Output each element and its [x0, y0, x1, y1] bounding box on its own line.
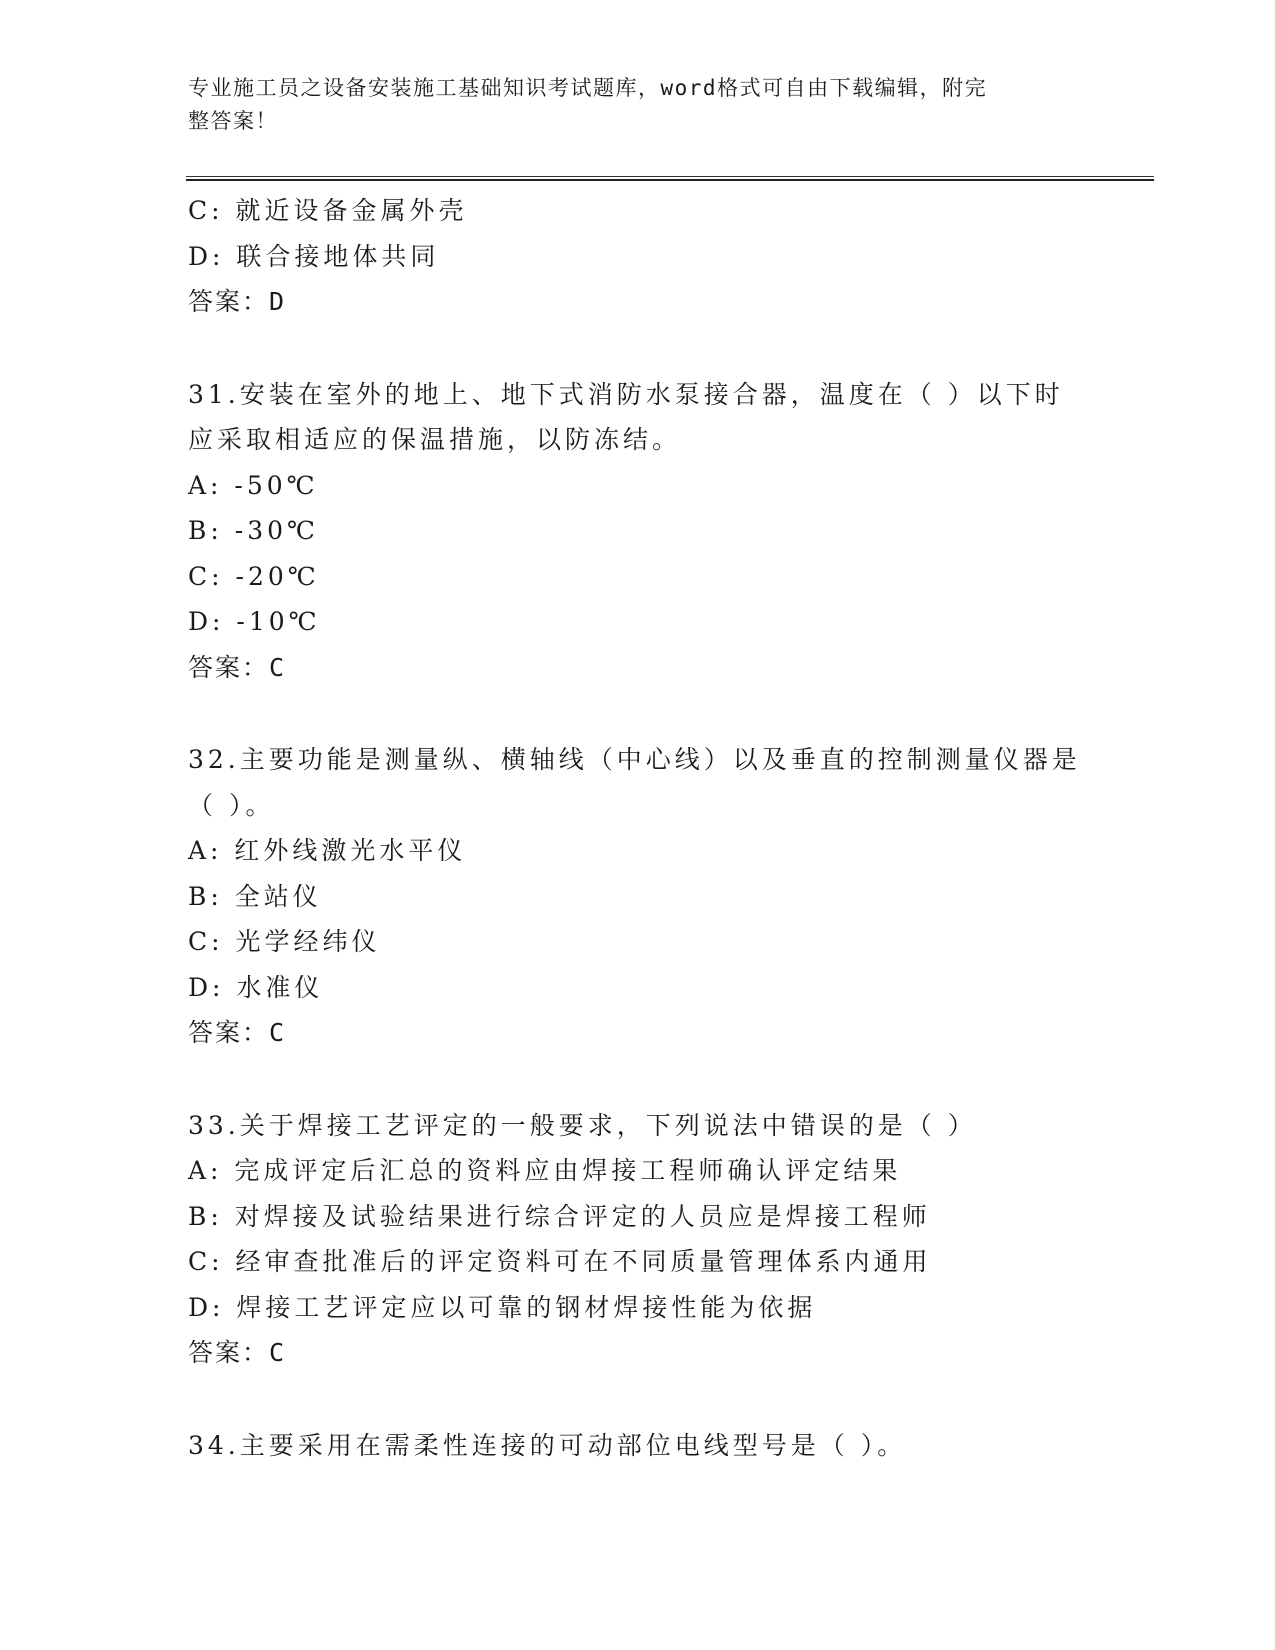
- question-stem-line: 33.关于焊接工艺评定的一般要求，下列说法中错误的是（ ）: [188, 1110, 977, 1140]
- header-rule-thin: [186, 176, 1154, 177]
- spacer: [188, 325, 1088, 372]
- question-stem-line: 34.主要采用在需柔性连接的可动部位电线型号是（ ）。: [188, 1430, 907, 1460]
- option-b: B: 全站仪: [188, 881, 322, 911]
- spacer: [188, 690, 1088, 737]
- option-a: A: 红外线激光水平仪: [188, 836, 467, 865]
- question-stem-line: 应采取相适应的保温措施，以防冻结。: [188, 425, 682, 454]
- question-32: [188, 737, 1088, 1056]
- option-c: C: -20℃: [188, 561, 320, 591]
- document-header: [188, 72, 1088, 138]
- option-c: C: 经审查批准后的评定资料可在不同质量管理体系内通用: [188, 1247, 932, 1276]
- question-list: [188, 188, 1088, 1468]
- spacer: [188, 1376, 1088, 1423]
- option-d: D: -10℃: [188, 607, 321, 636]
- answer-line: 答案：D: [188, 287, 287, 316]
- question-33: [188, 1103, 1088, 1376]
- answer-line: 答案：C: [188, 652, 287, 682]
- question-31: [188, 372, 1088, 691]
- option-b: B: -30℃: [188, 516, 319, 545]
- option-a: A: 完成评定后汇总的资料应由焊接工程师确认评定结果: [188, 1156, 902, 1185]
- spacer: [188, 1056, 1088, 1103]
- option-c: C: 就近设备金属外壳: [188, 196, 468, 225]
- question-stem-line: 32.主要功能是测量纵、横轴线（中心线）以及垂直的控制测量仪器是: [188, 745, 1081, 774]
- option-a: A: -50℃: [188, 470, 319, 500]
- option-c: C: 光学经纬仪: [188, 927, 381, 956]
- answer-line: 答案：C: [188, 1338, 287, 1367]
- header-line-2: 整答案！: [188, 109, 278, 133]
- question-34: [188, 1423, 1088, 1469]
- option-d: D: 联合接地体共同: [188, 241, 440, 271]
- option-b: B: 对焊接及试验结果进行综合评定的人员应是焊接工程师: [188, 1201, 931, 1231]
- header-rule-thick: [186, 179, 1154, 181]
- question-30-continued: [188, 188, 1088, 325]
- option-d: D: 焊接工艺评定应以可靠的钢材焊接性能为依据: [188, 1292, 817, 1322]
- header-line-1: 专业施工员之设备安装施工基础知识考试题库，word格式可自由下载编辑，附完: [188, 76, 988, 100]
- answer-line: 答案：C: [188, 1018, 287, 1047]
- question-stem-line: （ ）。: [188, 790, 275, 820]
- option-d: D: 水准仪: [188, 972, 324, 1002]
- question-stem-line: 31.安装在室外的地上、地下式消防水泵接合器，温度在（ ）以下时: [188, 379, 1064, 409]
